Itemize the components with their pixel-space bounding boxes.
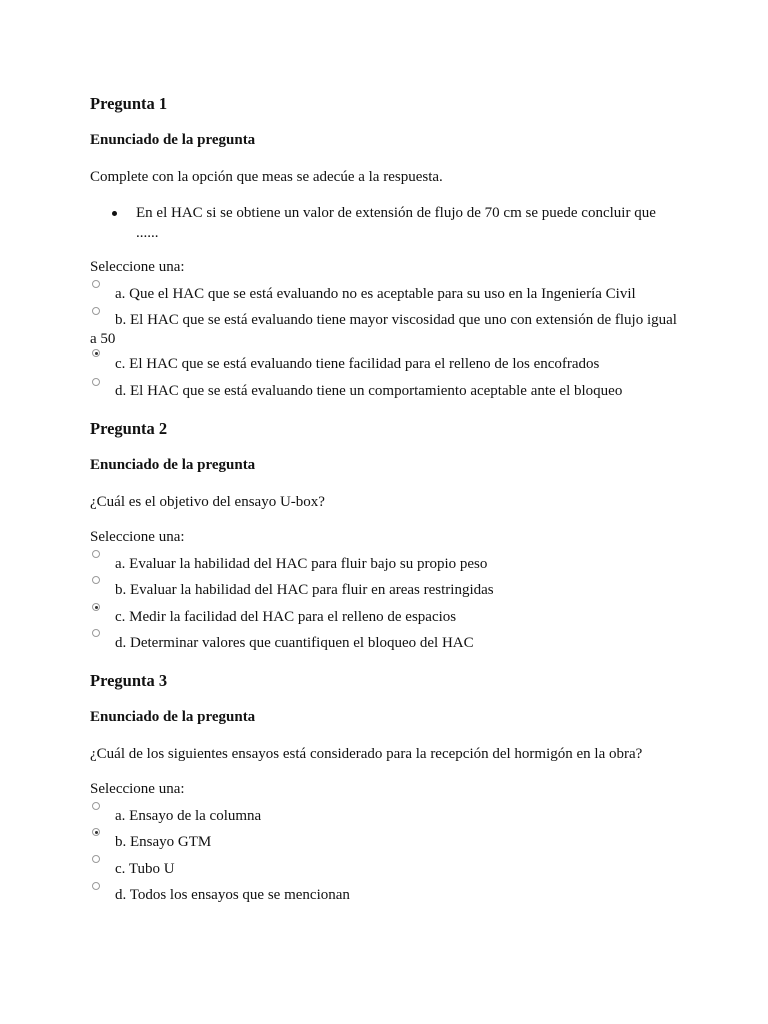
option-label: c. Tubo U: [115, 861, 175, 877]
question-title: Pregunta 2: [90, 419, 168, 438]
options-list: [90, 801, 680, 906]
question-title: Pregunta 1: [90, 94, 168, 113]
question-text: ¿Cuál es el objetivo del ensayo U-box?: [90, 494, 325, 510]
option-d[interactable]: [90, 628, 680, 654]
statement-label: Enunciado de la pregunta: [90, 457, 256, 473]
list-item: [90, 203, 680, 243]
option-b[interactable]: [90, 305, 680, 349]
option-d[interactable]: [90, 376, 680, 402]
option-a[interactable]: [90, 279, 680, 305]
radio-button[interactable]: [92, 855, 100, 863]
radio-button[interactable]: [92, 629, 100, 637]
option-label: b. Ensayo GTM: [115, 834, 212, 850]
question-1: [90, 94, 680, 399]
option-label: c. El HAC que se está evaluando tiene facilidad para el relleno de los encofrados: [115, 356, 600, 372]
option-label: d. Todos los ensayos que se mencionan: [115, 887, 350, 903]
options-list: [90, 549, 680, 654]
radio-button[interactable]: [92, 280, 100, 288]
option-a[interactable]: [90, 801, 680, 827]
option-label: c. Medir la facilidad del HAC para el relleno de espacios: [115, 609, 457, 625]
option-b[interactable]: [90, 575, 680, 602]
select-label: Seleccione una:: [90, 529, 185, 545]
option-label: d. Determinar valores que cuantifiquen el bloqueo del HAC: [115, 635, 474, 651]
option-label: a. Ensayo de la columna: [115, 808, 262, 824]
option-label: b. El HAC que se está evaluando tiene mayor viscosidad que uno con extensión de flujo igual a 50: [90, 312, 677, 347]
question-3: [90, 671, 680, 903]
question-text: ¿Cuál de los siguientes ensayos está considerado para la recepción del hormigón en la obra?: [90, 746, 643, 762]
option-b[interactable]: [90, 827, 680, 854]
statement-label: Enunciado de la pregunta: [90, 709, 256, 725]
bullet-text: En el HAC si se obtiene un valor de extensión de flujo de 70 cm se puede concluir que ......: [136, 205, 656, 241]
radio-button-selected[interactable]: [92, 828, 100, 836]
option-c[interactable]: [90, 854, 680, 880]
radio-button[interactable]: [92, 802, 100, 810]
question-2: [90, 419, 680, 651]
radio-button-selected[interactable]: [92, 603, 100, 611]
option-d[interactable]: [90, 880, 680, 906]
bullet-icon: [112, 211, 117, 216]
option-label: d. El HAC que se está evaluando tiene un comportamiento aceptable ante el bloqueo: [115, 383, 623, 399]
select-label: Seleccione una:: [90, 781, 185, 797]
option-c[interactable]: [90, 602, 680, 628]
radio-button[interactable]: [92, 882, 100, 890]
bullet-list: [90, 203, 680, 243]
option-c[interactable]: [90, 349, 680, 376]
option-a[interactable]: [90, 549, 680, 575]
options-list: [90, 279, 680, 402]
option-label: a. Evaluar la habilidad del HAC para fluir bajo su propio peso: [115, 556, 488, 572]
option-label: b. Evaluar la habilidad del HAC para fluir en areas restringidas: [115, 582, 494, 598]
radio-button[interactable]: [92, 378, 100, 386]
radio-button-selected[interactable]: [92, 349, 100, 357]
radio-button[interactable]: [92, 576, 100, 584]
option-label: a. Que el HAC que se está evaluando no es aceptable para su uso en la Ingeniería Civil: [115, 286, 636, 302]
question-text: Complete con la opción que meas se adecúe a la respuesta.: [90, 169, 443, 185]
question-title: Pregunta 3: [90, 671, 168, 690]
select-label: Seleccione una:: [90, 259, 185, 275]
radio-button[interactable]: [92, 307, 100, 315]
radio-button[interactable]: [92, 550, 100, 558]
statement-label: Enunciado de la pregunta: [90, 132, 256, 148]
